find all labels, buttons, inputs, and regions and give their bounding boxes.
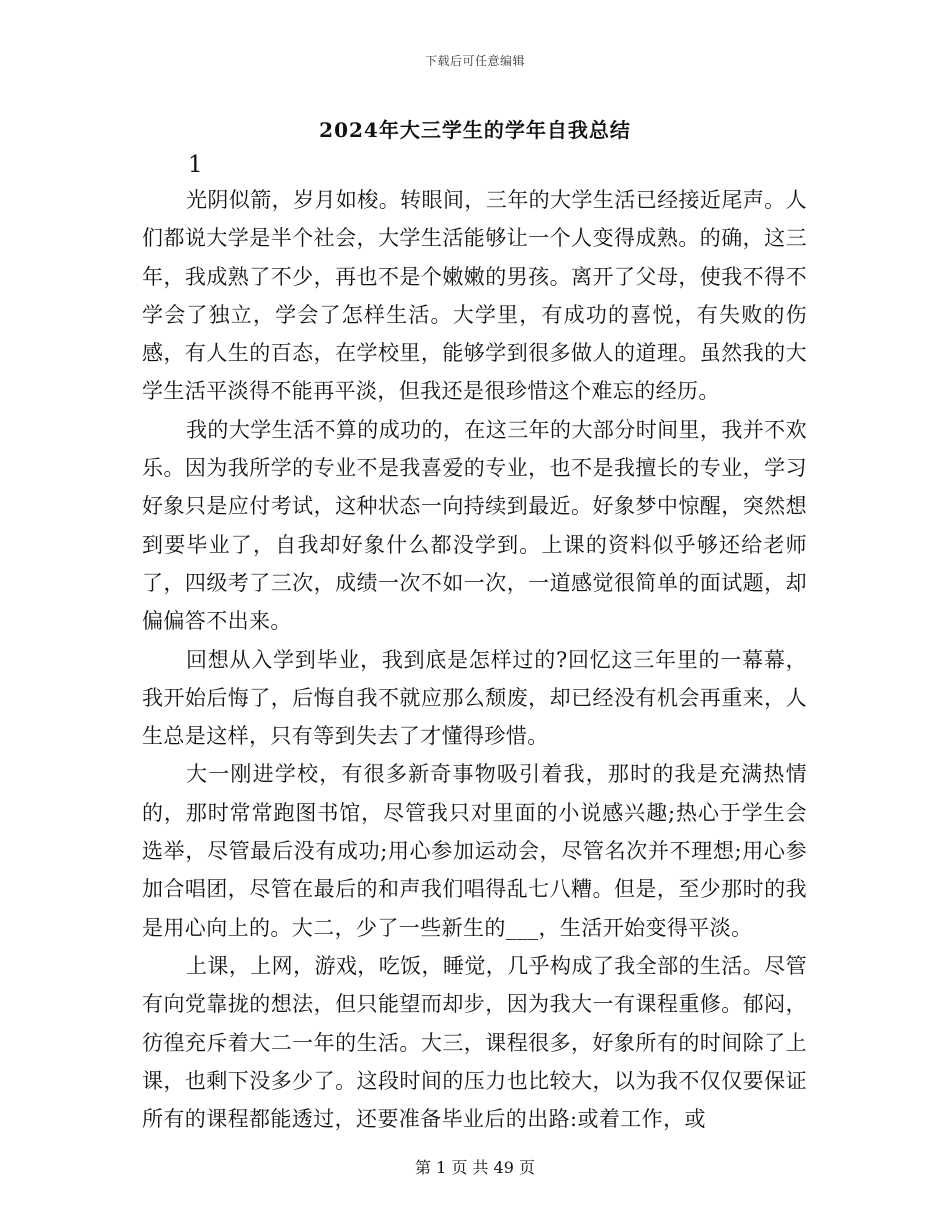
paragraph-1: 光阴似箭，岁月如梭。转眼间，三年的大学生活已经接近尾声。人们都说大学是半个社会，大学生活能够让一个人变得成熟。的确，这三年，我成熟了不少，再也不是个嫩嫩的男孩。离开了父母，使我不得不学会了独立，学会了怎样生活。大学里，有成功的喜悦，有失败的伤感，有人生的百态，在学校里，能够学到很多做人的道理。虽然我的大学生活平淡得不能再平淡，但我还是很珍惜这个难忘的经历。 [142,188,807,404]
document-body [142,181,807,1138]
paragraph-3: 回想从入学到毕业，我到底是怎样过的?回忆这三年里的一幕幕，我开始后悔了，后悔自我不就应那么颓废，却已经没有机会再重来，人生总是这样，只有等到失去了才懂得珍惜。 [142,647,807,749]
paragraph-5: 上课，上网，游戏，吃饭，睡觉，几乎构成了我全部的生活。尽管有向党靠拢的想法，但只能望而却步，因为我大一有课程重修。郁闷，彷徨充斥着大二一年的生活。大三，课程很多，好象所有的时间除了上课，也剩下没多少了。这段时间的压力也比较大，以为我不仅仅要保证所有的课程都能透过，还要准备毕业后的出路:或着工作，或 [142,953,807,1132]
page-footer: 第 1 页 共 49 页 [415,1158,535,1177]
document-title: 2024年大三学生的学年自我总结 [319,118,631,142]
paragraph-2: 我的大学生活不算的成功的，在这三年的大部分时间里，我并不欢乐。因为我所学的专业不是我喜爱的专业，也不是我擅长的专业，学习好象只是应付考试，这种状态一向持续到最近。好象梦中惊醒，突然想到要毕业了，自我却好象什么都没学到。上课的资料似乎够还给老师了，四级考了三次，成绩一次不如一次，一道感觉很简单的面试题，却偏偏答不出来。 [142,417,807,634]
paragraph-4: 大一刚进学校，有很多新奇事物吸引着我，那时的我是充满热情的，那时常常跑图书馆，尽管我只对里面的小说感兴趣;热心于学生会选举，尽管最后没有成功;用心参加运动会，尽管名次并不理想;用心参加合唱团，尽管在最后的和声我们唱得乱七八糟。但是，至少那时的我是用心向上的。大二，少了一些新生的___，生活开始变得平淡。 [142,762,807,940]
header-note: 下载后可任意编辑 [424,54,525,68]
section-number: 1 [188,152,203,178]
